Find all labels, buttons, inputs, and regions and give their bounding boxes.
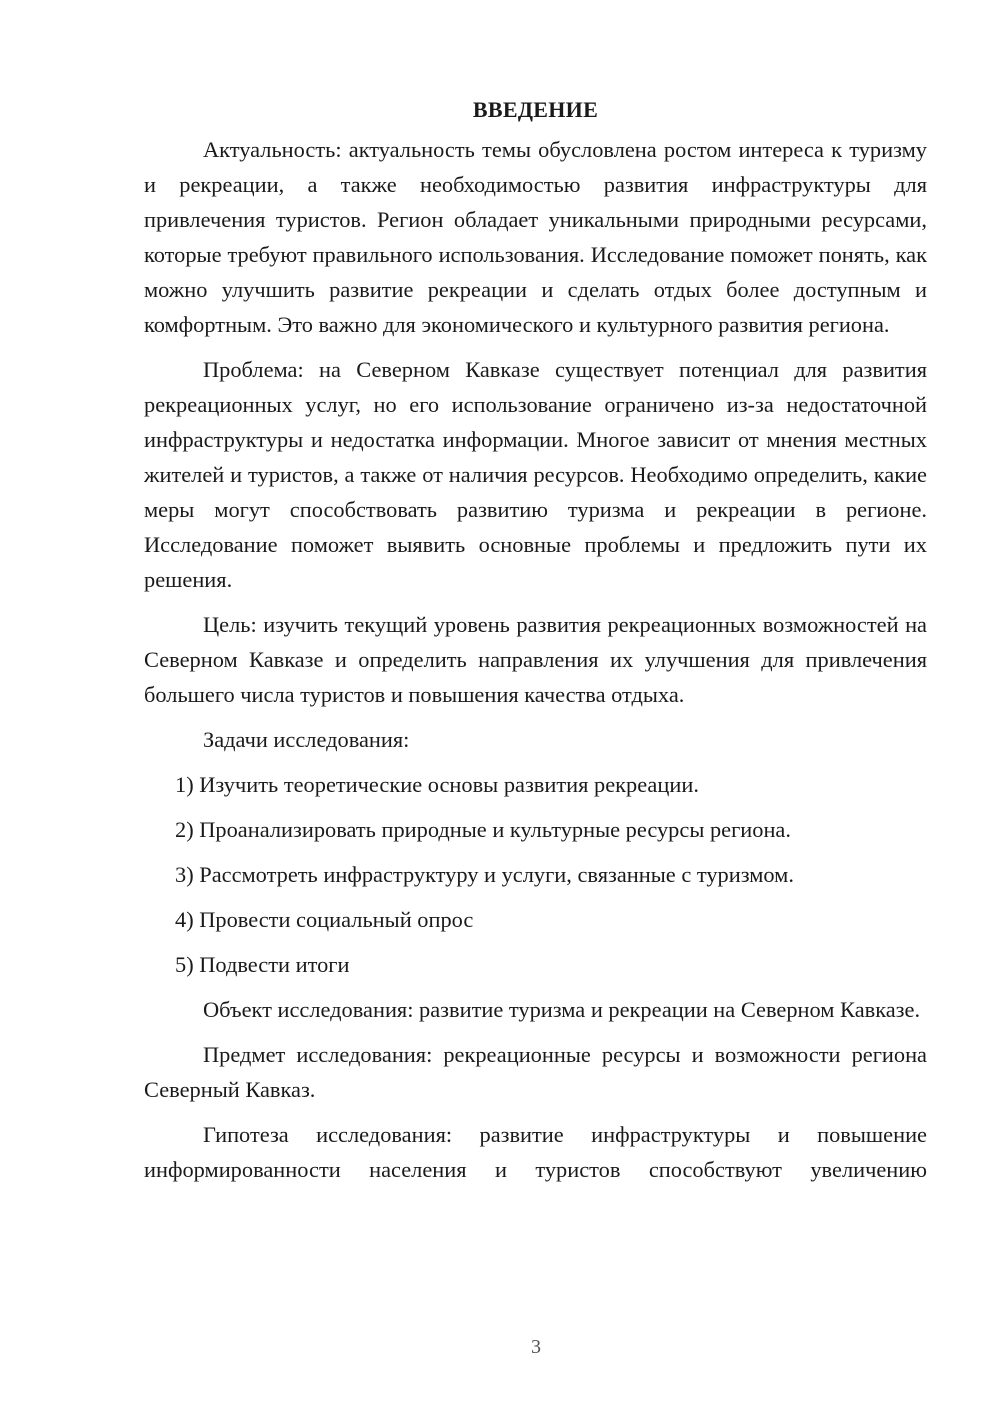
task-item: 1) Изучить теоретические основы развития рекреации. [175, 772, 699, 797]
task-item: 3) Рассмотреть инфраструктуру и услуги, связанные с туризмом. [175, 862, 794, 887]
paragraph-goal: Цель: изучить текущий уровень развития рекреационных возможностей на Северном Кавказе и определить направления их улучшения для привлечения большего числа туристов и повышения качества отдыха. [144, 612, 927, 707]
paragraph-object: Объект исследования: развитие туризма и рекреации на Северном Кавказе. [203, 997, 921, 1022]
paragraph-problem: Проблема: на Северном Кавказе существует потенциал для развития рекреационных услуг, но его использование ограничено из-за недостаточной инфраструктуры и недостатка информации. Многое зависит от мнения местных жителей и туристов, а также от наличия ресурсов. Необходимо определить, какие меры могут способствовать развитию туризма и рекреации в регионе. Исследование поможет выявить основные проблемы и предложить пути их решения. [144, 357, 927, 592]
task-item: 2) Проанализировать природные и культурные ресурсы региона. [175, 817, 791, 842]
page-number: 3 [531, 1336, 541, 1358]
tasks-title: Задачи исследования: [203, 727, 410, 752]
section-heading: ВВЕДЕНИЕ [472, 97, 599, 122]
page-content [144, 94, 927, 1197]
task-item: 5) Подвести итоги [175, 952, 350, 977]
paragraph-hypothesis: Гипотеза исследования: развитие инфраструктуры и повышение информированности населения и туристов способствуют увеличению [144, 1122, 927, 1182]
paragraph-relevance: Актуальность: актуальность темы обусловлена ростом интереса к туризму и рекреации, а также необходимостью развития инфраструктуры для привлечения туристов. Регион обладает уникальными природными ресурсами, которые требуют правильного использования. Исследование поможет понять, как можно улучшить развитие рекреации и сделать отдых более доступным и комфортным. Это важно для экономического и культурного развития региона. [144, 137, 927, 337]
tasks-list [144, 767, 927, 982]
task-item: 4) Провести социальный опрос [175, 907, 474, 932]
paragraph-subject: Предмет исследования: рекреационные ресурсы и возможности региона Северный Кавказ. [144, 1042, 927, 1102]
